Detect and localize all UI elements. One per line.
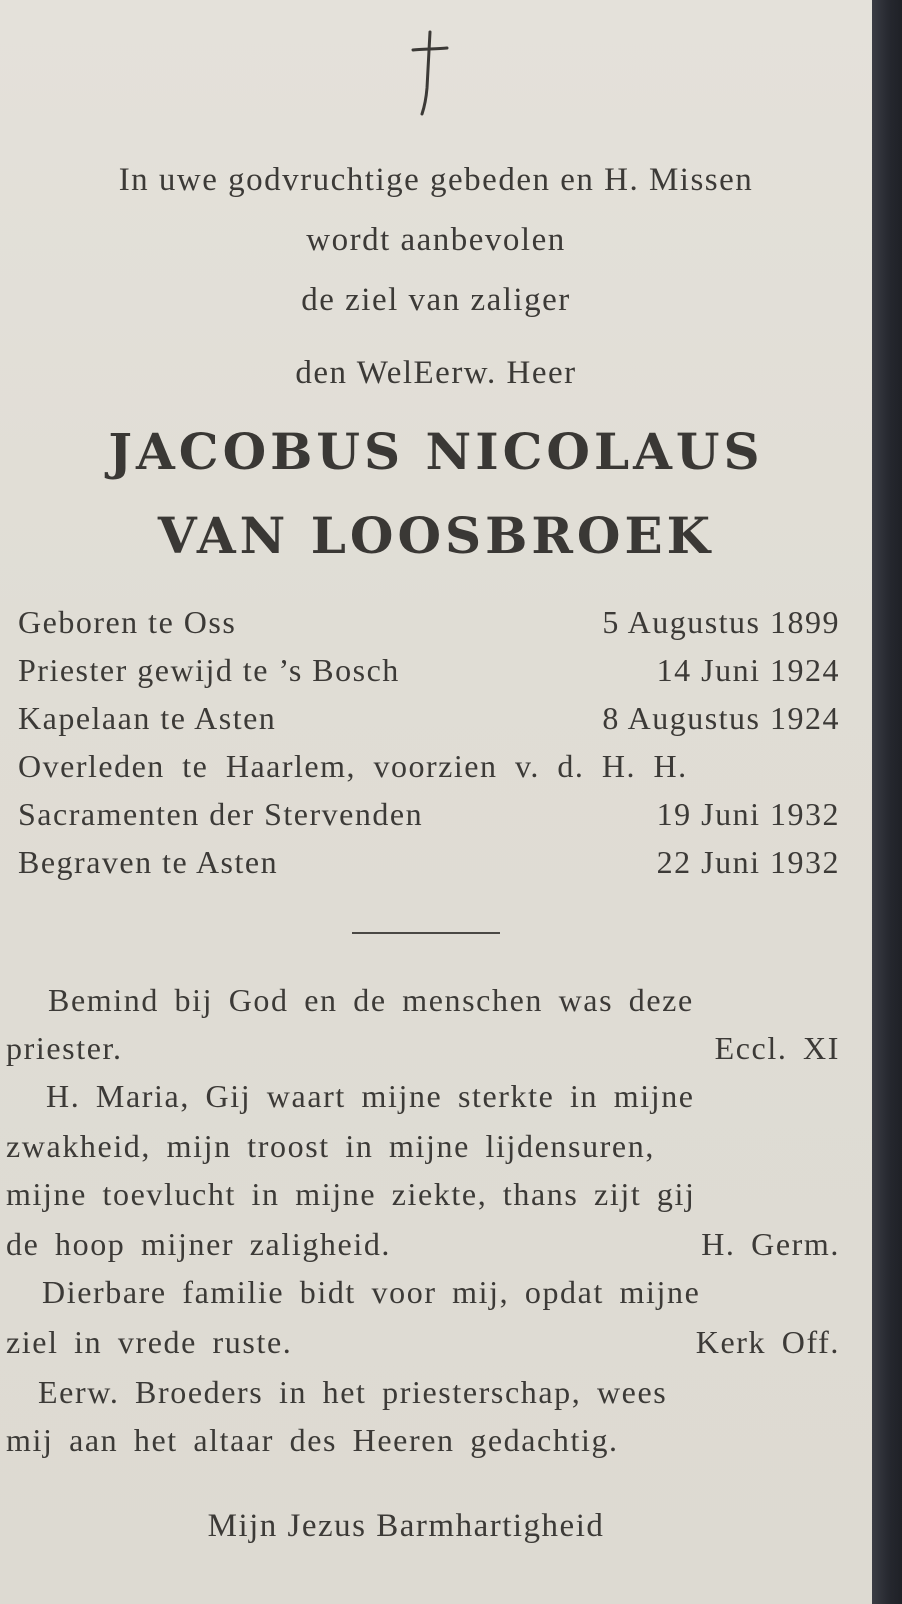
divider bbox=[352, 932, 500, 934]
event-label: Geboren te Oss bbox=[18, 604, 237, 640]
event-row bbox=[18, 652, 840, 696]
intro-line-1: In uwe godvruchtige gebeden en H. Missen bbox=[118, 162, 754, 198]
verse-line bbox=[6, 1274, 840, 1311]
verse-line bbox=[6, 1030, 840, 1067]
verse-line bbox=[6, 1226, 840, 1263]
verse-text: Eerw. Broeders in het priesterschap, wees bbox=[38, 1374, 668, 1410]
background-edge bbox=[872, 0, 902, 1604]
verse-text: Bemind bij God en de menschen was deze bbox=[48, 982, 694, 1018]
verse-text: ziel in vrede ruste. bbox=[6, 1324, 293, 1360]
cross-icon bbox=[405, 28, 455, 118]
verse-line bbox=[6, 1078, 840, 1115]
event-date: 14 Juni 1924 bbox=[656, 652, 840, 688]
verse-line bbox=[6, 1176, 840, 1213]
event-row bbox=[18, 796, 840, 840]
verse-line bbox=[6, 1422, 840, 1459]
verse-line bbox=[6, 1374, 840, 1411]
verse-text: priester. bbox=[6, 1030, 123, 1066]
verse-text: zwakheid, mijn troost in mijne lijdensuren, bbox=[6, 1128, 655, 1164]
event-label: Begraven te Asten bbox=[18, 844, 279, 880]
verse-text: mij aan het altaar des Heeren gedachtig. bbox=[6, 1422, 619, 1458]
event-date: 22 Juni 1932 bbox=[656, 844, 840, 880]
event-date: 5 Augustus 1899 bbox=[602, 604, 840, 640]
intro-line-3: de ziel van zaliger bbox=[301, 282, 571, 318]
event-row bbox=[18, 604, 840, 648]
intro-line-4: den WelEerw. Heer bbox=[295, 355, 577, 391]
verse-line bbox=[6, 1324, 840, 1361]
closing-prayer: Mijn Jezus Barmhartigheid bbox=[207, 1508, 605, 1544]
verse-text: de hoop mijner zaligheid. bbox=[6, 1226, 392, 1262]
verse-line bbox=[6, 982, 840, 1019]
event-label: Sacramenten der Stervenden bbox=[18, 796, 424, 832]
verse-line bbox=[6, 1128, 840, 1165]
event-label: Priester gewijd te ’s Bosch bbox=[18, 652, 400, 688]
verse-source: H. Germ. bbox=[701, 1226, 840, 1262]
name-line-2: VAN LOOSBROEK bbox=[157, 506, 715, 565]
event-label: Kapelaan te Asten bbox=[18, 700, 277, 736]
verse-text: Dierbare familie bidt voor mij, opdat mijne bbox=[42, 1274, 701, 1310]
event-date: 19 Juni 1932 bbox=[656, 796, 840, 832]
event-label: Overleden te Haarlem, voorzien v. d. H. H. bbox=[18, 748, 688, 784]
intro-line-2: wordt aanbevolen bbox=[306, 222, 566, 258]
verse-source: Kerk Off. bbox=[695, 1324, 840, 1360]
verse-text: H. Maria, Gij waart mijne sterkte in mijne bbox=[46, 1078, 695, 1114]
event-row bbox=[18, 844, 840, 888]
verse-text: mijne toevlucht in mijne ziekte, thans zijt gij bbox=[6, 1176, 696, 1212]
event-row bbox=[18, 700, 840, 744]
event-row bbox=[18, 748, 840, 792]
name-line-1: JACOBUS NICOLAUS bbox=[108, 422, 764, 481]
verse-source: Eccl. XI bbox=[714, 1030, 840, 1066]
event-date: 8 Augustus 1924 bbox=[602, 700, 840, 736]
